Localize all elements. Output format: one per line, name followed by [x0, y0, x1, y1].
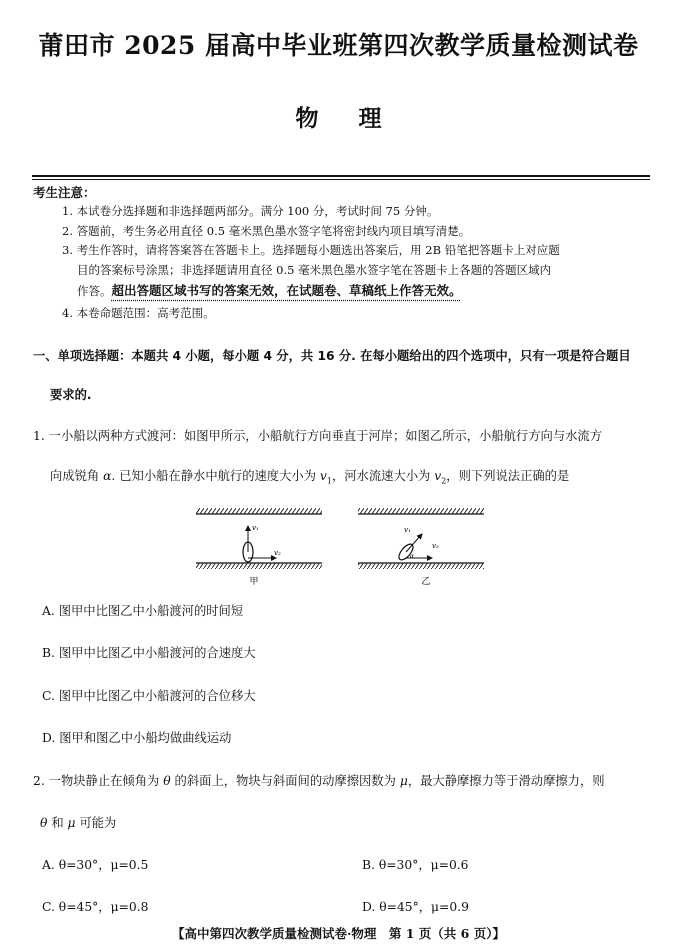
notice-heading: 考生注意：: [33, 185, 96, 200]
q2-stem-line1: [33, 771, 605, 789]
subject-title: 物理: [295, 105, 422, 132]
notice-item-2: 2. 答题前，考生务必用直径 0.5 毫米黑色墨水签字笔将密封线内项目填写清楚。: [62, 224, 471, 238]
theta-symbol-2: θ: [40, 816, 48, 830]
mu-symbol-2: μ: [67, 816, 76, 830]
notice-item-4: 4. 本卷命题范围：高考范围。: [62, 306, 215, 320]
q2-stem-line2: [40, 813, 116, 831]
q2-text-end: 可能为: [75, 816, 117, 830]
divider-thick: [32, 175, 650, 177]
v2-symbol: v: [434, 469, 442, 483]
theta-symbol: θ: [163, 774, 171, 788]
page-footer: 【高中第四次教学质量检测试卷·物理 第 1 页（共 6 页）】: [172, 926, 505, 941]
q1-stem-line2: [50, 466, 569, 485]
section-heading-cont: 要求的.: [50, 388, 92, 402]
divider-thin: [32, 179, 650, 180]
q1-stem-line1: 1. 一小船以两种方式渡河：如图甲所示，小船航行方向垂直于河岸；如图乙所示，小船航行方向与水流方: [33, 429, 603, 443]
figure-panel-right: [358, 508, 484, 587]
q1-option-b: B. 图甲中比图乙中小船渡河的合速度大: [42, 646, 256, 660]
q1-option-c: C. 图甲中比图乙中小船渡河的合位移大: [42, 689, 256, 703]
q1-text-a: 向成锐角: [50, 469, 104, 483]
notice-item-3-prefix: 作答。: [77, 284, 112, 298]
notice-item-3-line2: 目的答案标号涂黑；非选择题请用直径 0.5 毫米黑色墨水签字笔在答题卡上各题的答题区域内: [77, 263, 552, 277]
v1-label-left: v₁: [252, 524, 259, 532]
q2-option-c: C. θ=45°，μ=0.8: [42, 900, 149, 914]
q1-option-d: D. 图甲和图乙中小船均做曲线运动: [42, 731, 232, 745]
notice-item-3-line1: 3. 考生作答时，请将答案答在答题卡上。选择题每小题选出答案后，用 2B 铅笔把答题卡上对应题: [62, 243, 560, 257]
river-crossing-figure: [188, 502, 484, 588]
v2-label-right: v₂: [432, 542, 439, 550]
v1-label-right: v₁: [404, 526, 411, 534]
v2-label-left: v₂: [274, 549, 281, 557]
exam-title: 莆田市 2025 届高中毕业班第四次教学质量检测试卷: [38, 31, 639, 60]
q2-option-d: D. θ=45°，μ=0.9: [362, 900, 469, 914]
label-yi: 乙: [421, 577, 431, 587]
q2-text-b: 的斜面上，物块与斜面间的动摩擦因数为: [170, 774, 400, 788]
q1-text-c: ，河水流速大小为: [331, 469, 435, 483]
notice-emphasis: 超出答题区域书写的答案无效，在试题卷、草稿纸上作答无效。: [111, 283, 462, 298]
mu-symbol: μ: [399, 774, 408, 788]
figure-panel-left: [196, 508, 322, 587]
label-jia: 甲: [249, 577, 259, 587]
q2-option-b: B. θ=30°，μ=0.6: [362, 858, 469, 872]
q2-option-a: A. θ=30°，μ=0.5: [42, 858, 149, 872]
alpha-symbol: α: [103, 469, 112, 483]
q1-text-b: . 已知小船在静水中航行的速度大小为: [111, 469, 320, 483]
v1-subscript: 1: [326, 476, 332, 486]
alpha-label: α: [410, 553, 415, 560]
notice-item-3-line3: [77, 281, 462, 299]
q2-text-c: ，最大静摩擦力等于滑动摩擦力，则: [407, 774, 605, 788]
v2-subscript: 2: [441, 476, 447, 486]
q2-text-a: 2. 一物块静止在倾角为: [33, 774, 164, 788]
q2-text-and: 和: [47, 816, 68, 830]
section-heading: 一、单项选择题：本题共 4 小题，每小题 4 分，共 16 分. 在每小题给出的四个选项中，只有一项是符合题目: [33, 349, 631, 363]
v1-symbol: v: [319, 469, 327, 483]
q1-text-d: ，则下列说法正确的是: [446, 469, 570, 483]
q1-option-a: A. 图甲中比图乙中小船渡河的时间短: [42, 604, 244, 618]
notice-item-1: 1. 本试卷分选择题和非选择题两部分。满分 100 分，考试时间 75 分钟。: [62, 204, 439, 218]
